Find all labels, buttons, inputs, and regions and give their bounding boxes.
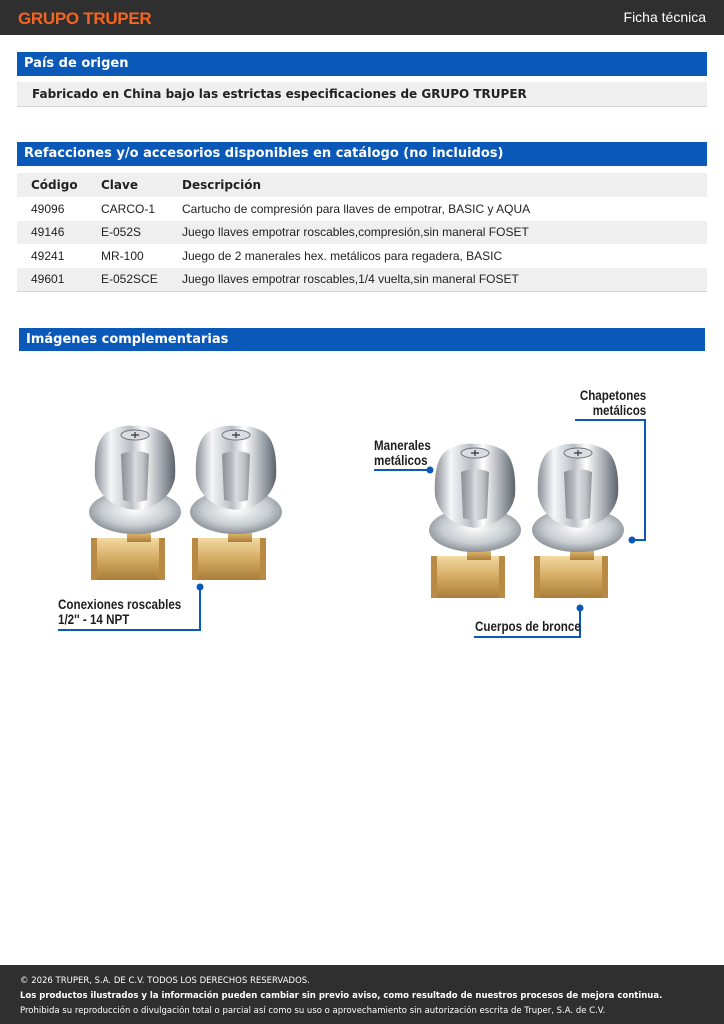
column-header-key: Clave	[101, 178, 138, 192]
callout-conexiones-line1: Conexiones roscables	[58, 597, 182, 612]
footer-copyright: © 2026 TRUPER, S.A. DE C.V. TODOS LOS DERECHOS RESERVADOS.	[20, 976, 310, 986]
footer-prohibition: Prohibida su reproducción o divulgación total o parcial así como su uso o aprovechamiento sin autorización escrita de Truper, S.A. de C.V.	[20, 1006, 606, 1016]
left-valve-pair	[89, 426, 282, 580]
callout-conexiones	[58, 597, 181, 627]
callout-chapetones-line1: Chapetones	[579, 388, 646, 403]
cell-code: 49146	[31, 225, 65, 240]
cell-key: E-052SCE	[101, 272, 158, 287]
cell-description: Juego de 2 manerales hex. metálicos para regadera, BASIC	[182, 248, 503, 263]
footer	[0, 965, 724, 1024]
brand-logo: GRUPO TRUPER	[18, 9, 152, 28]
table-row	[17, 244, 707, 268]
callout-cuerpos: Cuerpos de bronce	[475, 619, 581, 634]
top-bar	[0, 0, 724, 35]
callout-manerales	[374, 438, 431, 468]
cell-description: Juego llaves empotrar roscables,1/4 vuelta,sin maneral FOSET	[182, 272, 519, 287]
callout-chapetones	[580, 388, 646, 418]
cell-code: 49241	[31, 248, 65, 263]
cell-key: CARCO-1	[101, 201, 156, 216]
origin-text: Fabricado en China bajo las estrictas especificaciones de GRUPO TRUPER	[17, 82, 707, 107]
table-row	[17, 268, 707, 292]
document-type: Ficha técnica	[623, 9, 706, 25]
accessories-section-header: Refacciones y/o accesorios disponibles en catálogo (no incluidos)	[17, 142, 707, 166]
origin-section-header: País de origen	[17, 52, 707, 76]
callout-manerales-line1: Manerales	[374, 438, 431, 453]
cell-description: Juego llaves empotrar roscables,compresión,sin maneral FOSET	[182, 225, 529, 240]
cell-code: 49096	[31, 201, 65, 216]
table-row	[17, 221, 707, 245]
column-header-description: Descripción	[182, 178, 261, 192]
callout-chapetones-line2: metálicos	[592, 403, 646, 418]
product-image-figure	[0, 360, 724, 660]
callout-conexiones-line2: 1/2'' - 14 NPT	[58, 612, 130, 627]
accessories-table	[17, 173, 707, 292]
footer-notice: Los productos ilustrados y la información pueden cambiar sin previo aviso, como resultado de nuestros procesos de mejora continua.	[20, 991, 663, 1001]
cell-key: MR-100	[101, 248, 144, 263]
column-header-code: Código	[31, 178, 78, 192]
table-header-row	[17, 173, 707, 197]
callout-manerales-line2: metálicos	[374, 453, 428, 468]
table-row	[17, 197, 707, 221]
cell-code: 49601	[31, 272, 65, 287]
images-section-header: Imágenes complementarias	[19, 328, 705, 351]
right-valve-pair	[429, 444, 624, 598]
cell-description: Cartucho de compresión para llaves de empotrar, BASIC y AQUA	[182, 201, 531, 216]
cell-key: E-052S	[101, 225, 142, 240]
